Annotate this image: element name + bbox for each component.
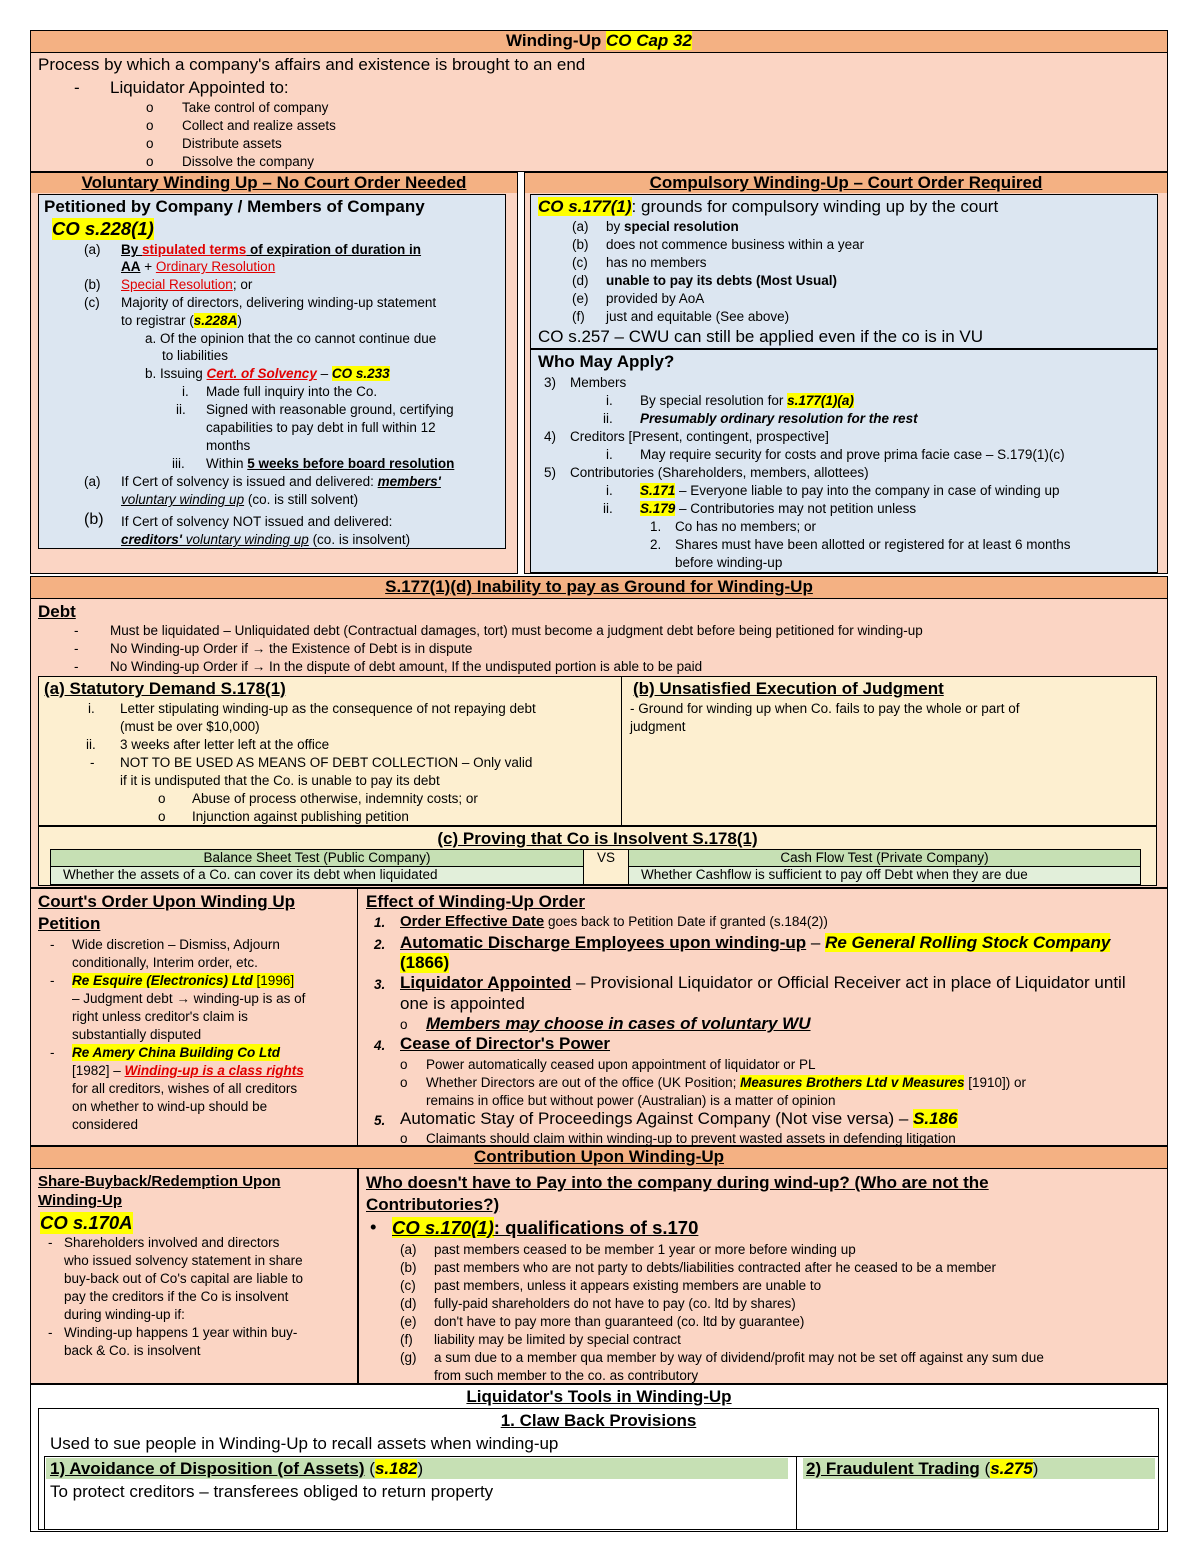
co-e1: Re Esquire (Electronics) Ltd [1996] [72, 973, 295, 988]
co-a5: considered [72, 1117, 139, 1132]
ground-item: provided by AoA [606, 291, 705, 306]
sd-bullet: o [158, 809, 166, 824]
ground-item: by special resolution [606, 219, 739, 234]
unsatisfied-header: (b) Unsatisfied Execution of Judgment [633, 679, 944, 698]
co-dash: - [50, 937, 55, 952]
contribution-divider [357, 1169, 359, 1383]
who-num: 4) [544, 429, 557, 444]
winding-up-title: Winding-Up CO Cap 32 [31, 31, 1167, 53]
sb-header: Share-Buyback/Redemption Upon [38, 1173, 281, 1190]
eff-bullet: o [400, 1131, 408, 1146]
co-w1: Wide discretion – Dismiss, Adjourn [72, 937, 280, 952]
qual-mark: (a) [400, 1242, 417, 1257]
liq-item: Dissolve the company [182, 154, 315, 169]
who-con-2b: before winding-up [675, 555, 783, 570]
petitioned-by: Petitioned by Company / Members of Company [44, 197, 425, 216]
eff-bullet: o [400, 1057, 408, 1072]
claw-back-header: 1. Claw Back Provisions [500, 1411, 697, 1430]
sd-mark: ii. [86, 737, 96, 752]
who-mem-ii: Presumably ordinary resolution for the rest [640, 411, 918, 426]
vol-roman: ii. [176, 402, 186, 417]
eff-3b: one is appointed [400, 994, 525, 1013]
who-roman: ii. [603, 411, 613, 426]
eff-4-s2: Whether Directors are out of the office (UK Position; Measures Brothers Ltd v Measures [1910]) or [426, 1075, 1027, 1090]
eff-num: 3. [374, 977, 386, 992]
liq-bullet: o [146, 118, 154, 133]
vol-c-text2: to registrar (s.228A) [121, 313, 242, 328]
sd-o1: Abuse of process otherwise, indemnity costs; or [192, 791, 478, 806]
winding-up-intro: Process by which a company's affairs and existence is brought to an end [38, 55, 586, 74]
eff-4-s1: Power automatically ceased upon appointment of liquidator or PL [426, 1057, 816, 1072]
liq-item: Distribute assets [182, 136, 282, 151]
who-roman: ii. [603, 501, 613, 516]
vol-ca2: to liabilities [162, 348, 229, 363]
qual-mark: (c) [400, 1278, 416, 1293]
sd-i: Letter stipulating winding-up as the consequence of not repaying debt [120, 701, 536, 716]
vol-a-text: By stipulated terms of expiration of duration in [121, 242, 422, 257]
qual-mark: (d) [400, 1296, 417, 1311]
vol-x2: voluntary winding up (co. is still solvent) [121, 492, 359, 507]
who-num: 5) [544, 465, 557, 480]
who-mem-i: By special resolution for s.177(1)(a) [640, 393, 854, 408]
tools-header: Liquidator's Tools in Winding-Up [466, 1387, 732, 1406]
claw-back-text: Used to sue people in Winding-Up to recall assets when winding-up [50, 1434, 559, 1453]
sb-d1: Shareholders involved and directors [64, 1235, 280, 1250]
eff-3: Liquidator Appointed – Provisional Liquidator or Official Receiver act in place of Liquidator until [400, 973, 1126, 992]
debt-item: No Winding-up Order if → In the dispute of debt amount, If the undisputed portion is able to be paid [110, 659, 703, 674]
qual-mark: (e) [400, 1314, 417, 1329]
vol-r3: Within 5 weeks before board resolution [206, 456, 455, 471]
sb-d2: Winding-up happens 1 year within buy- [64, 1325, 298, 1340]
co-w2: conditionally, Interim order, etc. [72, 955, 258, 970]
avoidance-header: 1) Avoidance of Disposition (of Assets) (s.182) [50, 1459, 424, 1478]
liq-bullet: o [146, 100, 154, 115]
ground-item: does not commence business within a year [606, 237, 865, 252]
who-cred-i: May require security for costs and prove prima facie case – S.179(1)(c) [640, 447, 1065, 462]
vol-ca1: a. Of the opinion that the co cannot continue due [145, 331, 437, 346]
debt-dash: - [74, 659, 79, 674]
vol-mark: (b) [84, 277, 101, 292]
unsat-text2: judgment [630, 719, 686, 734]
sb-dash: - [48, 1235, 53, 1250]
eff-4-s2c: remains in office but without power (Australian) is a matter of opinion [426, 1093, 836, 1108]
who-members: Members [570, 375, 627, 390]
qual-mark: (g) [400, 1350, 417, 1365]
unsat-text: - Ground for winding up when Co. fails to pay the whole or part of [630, 701, 1020, 716]
eff-3-sub: Members may choose in cases of voluntary WU [426, 1014, 811, 1033]
who-roman: i. [606, 483, 613, 498]
sb-d1: who issued solvency statement in share [64, 1253, 303, 1268]
vol-c-text: Majority of directors, delivering winding-up statement [121, 295, 437, 310]
vol-a-text2: AA + Ordinary Resolution [121, 259, 276, 274]
court-order-header: Court's Order Upon Winding Up [38, 892, 295, 911]
co-257-line: CO s.257 – CWU can still be applied even if the co is in VU [538, 327, 984, 346]
who-con-2: Shares must have been allotted or registered for at least 6 months [675, 537, 1071, 552]
sb-header2: Winding-Up [38, 1192, 123, 1209]
co-e3: right unless creditor's claim is [72, 1009, 248, 1024]
sd-i2: (must be over $10,000) [120, 719, 260, 734]
vol-roman: iii. [172, 456, 185, 471]
sd-ii: 3 weeks after letter left at the office [120, 737, 330, 752]
vol-b-text: Special Resolution; or [121, 277, 253, 292]
effect-header: Effect of Winding-Up Order [366, 892, 585, 911]
eff-bullet: o [400, 1017, 408, 1032]
debt-dash: - [74, 641, 79, 656]
ground-item: just and equitable (See above) [606, 309, 790, 324]
vol-y: If Cert of solvency NOT issued and delivered: [121, 514, 393, 529]
ground-mark: (d) [572, 273, 589, 288]
liquidator-dash: - [74, 78, 80, 97]
qual-item: fully-paid shareholders do not have to pay (co. ltd by shares) [434, 1296, 796, 1311]
vol-x: If Cert of solvency is issued and delivered: members' [121, 474, 441, 489]
sd-d: NOT TO BE USED AS MEANS OF DEBT COLLECTION – Only valid [120, 755, 533, 770]
debt-dash: - [74, 623, 79, 638]
eff-bullet: o [400, 1075, 408, 1090]
co-228-cite: CO s.228(1) [52, 218, 154, 239]
who-num: 1. [650, 519, 662, 534]
sd-d2: if it is undisputed that the Co. is unable to pay its debt [120, 773, 440, 788]
q-line: CO s.170(1): qualifications of s.170 [392, 1217, 699, 1238]
eff-5: Automatic Stay of Proceedings Against Company (Not vise versa) – S.186 [400, 1109, 958, 1128]
who-creditors: Creditors [Present, contingent, prospective] [570, 429, 829, 444]
debt-item: Must be liquidated – Unliquidated debt (Contractual damages, tort) must become a judgment debt before being petitioned for winding-up [110, 623, 923, 638]
sb-dash: - [48, 1325, 53, 1340]
contribution-header: Contribution Upon Winding-Up [31, 1147, 1167, 1169]
vol-mark: (a) [84, 474, 101, 489]
sb-cite: CO s.170A [40, 1212, 133, 1233]
liquidator-label: Liquidator Appointed to: [110, 78, 289, 97]
vol-r2: capabilities to pay debt in full within 12 [206, 420, 436, 435]
liq-item: Collect and realize assets [182, 118, 336, 133]
qual-item: liability may be limited by special contract [434, 1332, 681, 1347]
co-e2: – Judgment debt → winding-up is as of [72, 991, 306, 1006]
liq-bullet: o [146, 154, 154, 169]
fraudulent-header: 2) Fraudulent Trading (s.275) [806, 1459, 1039, 1478]
cf-header-cell: Cash Flow Test (Private Company) [628, 849, 1141, 867]
liq-item: Take control of company [182, 100, 329, 115]
qual-mark: (b) [400, 1260, 417, 1275]
bs-text-cell: Whether the assets of a Co. can cover its debt when liquidated [50, 867, 584, 885]
co-e4: substantially disputed [72, 1027, 202, 1042]
who-con-ii: S.179 – Contributories may not petition unless [640, 501, 917, 516]
qual-item: a sum due to a member qua member by way of dividend/profit may not be set off against any sum due [434, 1350, 1044, 1365]
who-roman: i. [606, 447, 613, 462]
vol-r2: months [206, 438, 251, 453]
co-a3: for all creditors, wishes of all creditors [72, 1081, 298, 1096]
vol-mark: (a) [84, 242, 101, 257]
ground-item: unable to pay its debts (Most Usual) [606, 273, 838, 288]
co-a1: Re Amery China Building Co Ltd [72, 1045, 281, 1060]
eff-5-s: Claimants should claim within winding-up to prevent wasted assets in defending litigation [426, 1131, 956, 1146]
vol-roman: i. [182, 384, 189, 399]
vol-mark: (c) [84, 295, 100, 310]
eff-num: 5. [374, 1113, 386, 1128]
qual-item: past members, unless it appears existing members are unable to [434, 1278, 822, 1293]
q-bullet: • [370, 1216, 377, 1237]
ground-mark: (f) [572, 309, 585, 324]
ground-item: has no members [606, 255, 707, 270]
q-g2: from such member to the co. as contributory [434, 1368, 699, 1383]
who-may-apply-header: Who May Apply? [538, 352, 675, 371]
sd-o2: Injunction against publishing petition [192, 809, 409, 824]
ground-mark: (c) [572, 255, 588, 270]
who-contrib: Contributories (Shareholders, members, allottees) [570, 465, 869, 480]
eff-2: Automatic Discharge Employees upon winding-up – Re General Rolling Stock Company [400, 933, 1111, 952]
eff-1: Order Effective Date goes back to Petition Date if granted (s.184(2)) [400, 913, 828, 930]
qual-mark: (f) [400, 1332, 413, 1347]
sd-mark: - [90, 755, 95, 770]
compulsory-header: Compulsory Winding-Up – Court Order Required [525, 173, 1167, 193]
vs-cell: VS [584, 849, 628, 885]
qual-item: don't have to pay more than guaranteed (co. ltd by guarantee) [434, 1314, 805, 1329]
qual-item: past members who are not party to debts/liabilities contracted after he ceased to be a member [434, 1260, 997, 1275]
vol-r1: Made full inquiry into the Co. [206, 384, 378, 399]
sd-mark: i. [88, 701, 95, 716]
co-177-line: CO s.177(1): grounds for compulsory winding up by the court [538, 197, 999, 216]
who-num: 3) [544, 375, 557, 390]
vol-r2: Signed with reasonable ground, certifying [206, 402, 454, 417]
bs-header-cell: Balance Sheet Test (Public Company) [50, 849, 584, 867]
who-pay-header2: Contributories?) [366, 1195, 500, 1214]
vol-y2: creditors' voluntary winding up (co. is insolvent) [121, 532, 411, 547]
who-num: 2. [650, 537, 662, 552]
co-dash: - [50, 973, 55, 988]
co-dash: - [50, 1045, 55, 1060]
liq-bullet: o [146, 136, 154, 151]
court-order-header2: Petition [38, 914, 101, 933]
debt-item: No Winding-up Order if → the Existence of Debt is in dispute [110, 641, 473, 656]
ground-mark: (a) [572, 219, 589, 234]
eff-2b: (1866) [400, 953, 450, 972]
eff-num: 4. [374, 1038, 386, 1053]
proving-header: (c) Proving that Co is Insolvent S.178(1) [437, 829, 758, 848]
who-pay-header: Who doesn't have to Pay into the company during wind-up? (Who are not the [366, 1173, 989, 1192]
who-con-i: S.171 – Everyone liable to pay into the company in case of winding up [640, 483, 1060, 498]
cf-text-cell: Whether Cashflow is sufficient to pay off Debt when they are due [628, 867, 1141, 885]
voluntary-header: Voluntary Winding Up – No Court Order Needed [31, 173, 517, 193]
sd-bullet: o [158, 791, 166, 806]
statutory-header: (a) Statutory Demand S.178(1) [44, 679, 286, 698]
qual-item: past members ceased to be member 1 year or more before winding up [434, 1242, 856, 1257]
avoidance-text: To protect creditors – transferees obliged to return property [50, 1482, 494, 1501]
who-con-1: Co has no members; or [675, 519, 817, 534]
vol-cb: b. Issuing Cert. of Solvency – CO s.233 [145, 366, 390, 381]
eff-num: 2. [374, 937, 386, 952]
ground-mark: (b) [572, 237, 589, 252]
inability-header: S.177(1)(d) Inability to pay as Ground for Winding-Up [31, 577, 1167, 599]
eff-4: Cease of Director's Power [400, 1034, 611, 1053]
sb-d2: back & Co. is insolvent [64, 1343, 201, 1358]
co-a2: [1982] – Winding-up is a class rights [72, 1063, 304, 1078]
ground-mark: (e) [572, 291, 589, 306]
sb-d1: pay the creditors if the Co is insolvent [64, 1289, 289, 1304]
debt-heading: Debt [38, 602, 76, 621]
sb-d1: during winding-up if: [64, 1307, 185, 1322]
eff-num: 1. [374, 915, 386, 930]
who-roman: i. [606, 393, 613, 408]
sb-d1: buy-back out of Co's capital are liable to [64, 1271, 303, 1286]
co-a4: on whether to wind-up should be [72, 1099, 268, 1114]
vol-mark: (b) [84, 511, 104, 528]
